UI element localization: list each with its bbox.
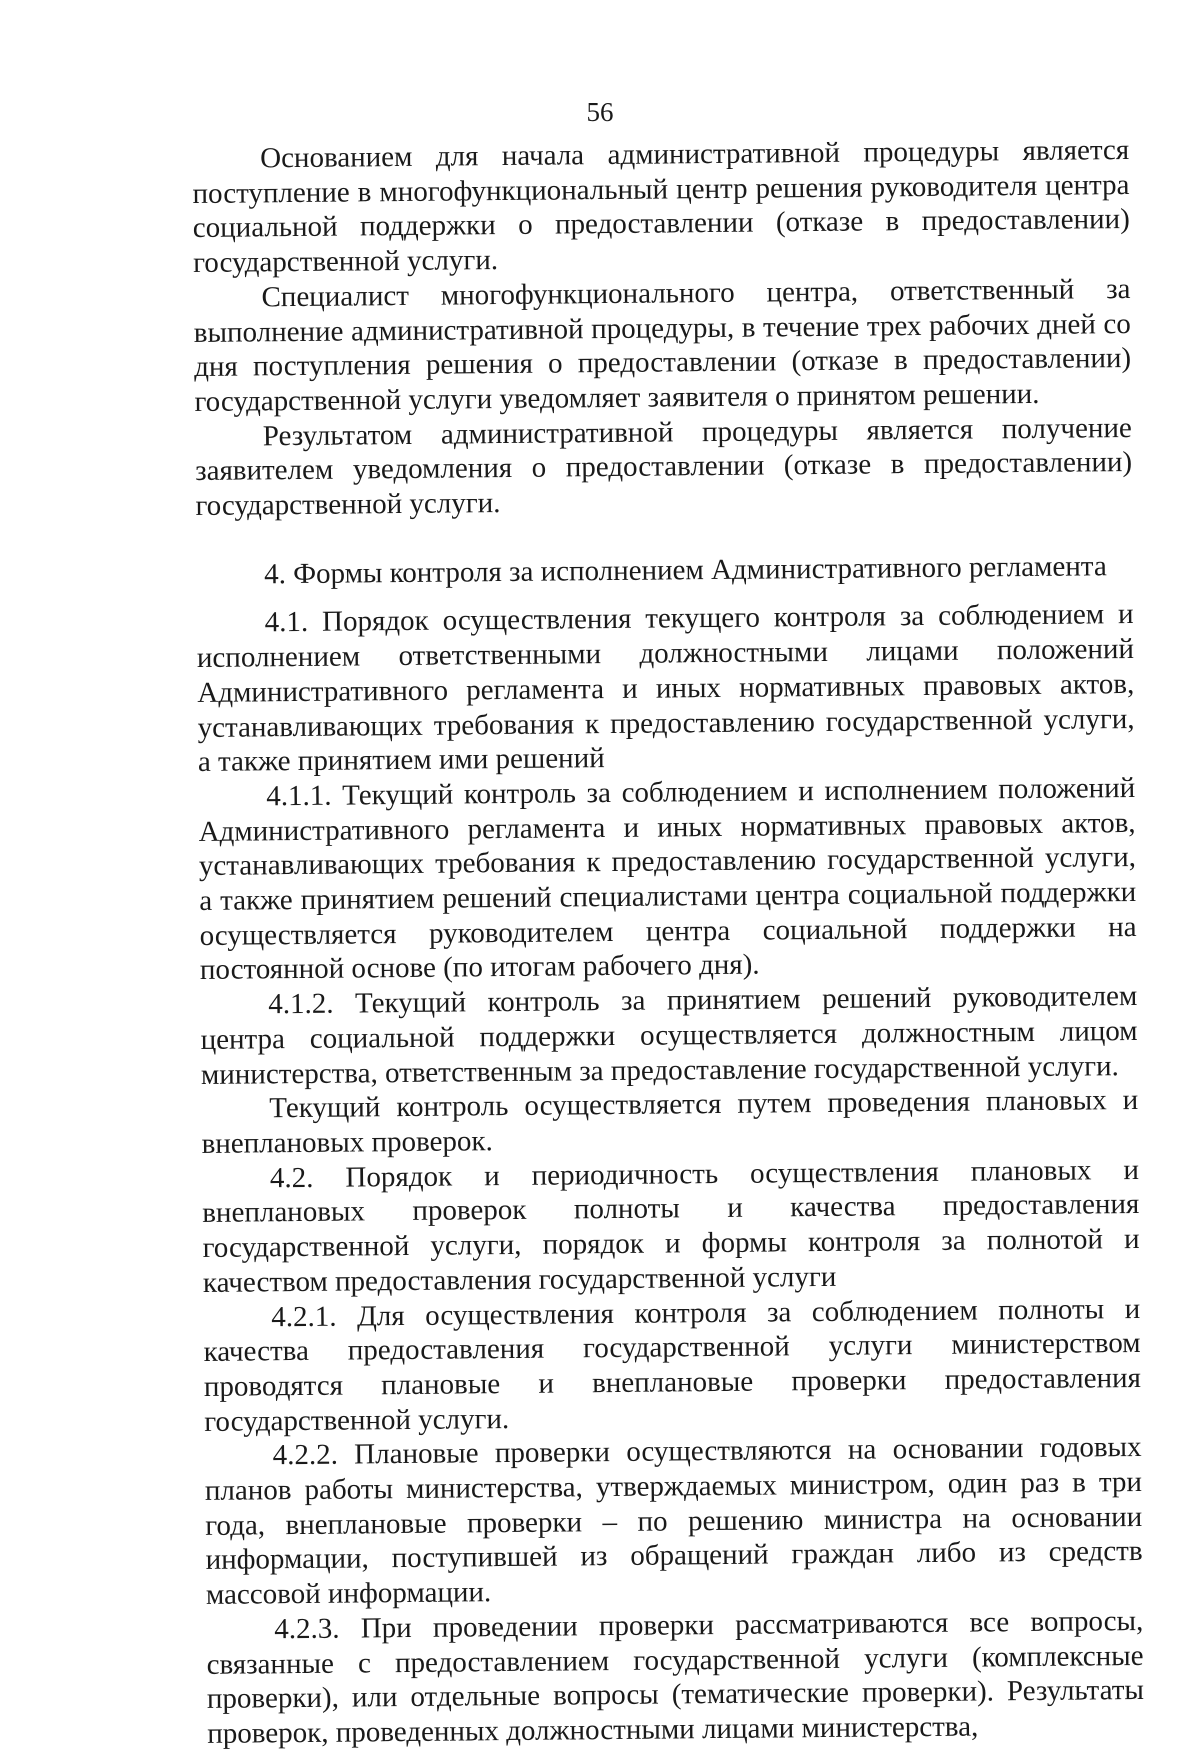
paragraph-specialist: Специалист многофункционального центра, ответственный за выполнение административной процедуры, в течение трех рабочих дней со дня поступления решения о предоставлении (отказе в предоставлении) государственной услуги уведомляет заявителя о принятом решении. (193, 272, 1132, 418)
paragraph-4-2-3: 4.2.3. При проведении проверки рассматриваются все вопросы, связанные с предоставлением государственной услуги (комплексные проверки), или отдельные вопросы (тематические проверки). Результаты проверок, проведенных должностными лицами министерства, (206, 1604, 1145, 1750)
paragraph-4-1: 4.1. Порядок осуществления текущего контроля за соблюдением и исполнением ответственными должностными лицами положений Административного регламента и иных нормативных правовых актов, устанавливающих требования к предоставлению государственной услуги, а также принятием ими решений (196, 598, 1135, 779)
paragraph-current-control: Текущий контроль осуществляется путем проведения плановых и внеплановых проверок. (201, 1084, 1139, 1160)
paragraph-4-1-2: 4.1.2. Текущий контроль за принятием решений руководителем центра социальной поддержки осуществляется должностным лицом министерства, ответственным за предоставление государственной услуги. (200, 980, 1138, 1091)
paragraph-result: Результатом административной процедуры является получение заявителем уведомления о предоставлении (отказе в предоставлении) государственной услуги. (195, 411, 1133, 523)
page-number: 56 (586, 97, 614, 127)
paragraph-4-2-2: 4.2.2. Плановые проверки осуществляются на основании годовых планов работы министерства, утверждаемых министром, один раз в три года, внеплановые проверки – по решению министра на основании информации, поступившей из обращений граждан либо из средств массовой информации. (204, 1431, 1143, 1612)
section-heading: 4. Формы контроля за исполнением Административного регламента (263, 549, 1107, 591)
paragraph-4-2-1: 4.2.1. Для осуществления контроля за соблюдением полноты и качества предоставления государственной услуги министерством проводятся плановые и внеплановые проверки предоставления государственной услуги. (203, 1292, 1142, 1438)
paragraph-basis: Основанием для начала административной процедуры является поступление в многофункциональный центр решения руководителя центра социальной поддержки о предоставлении (отказе в предоставлении) государственной услуги. (192, 134, 1130, 280)
paragraph-4-2: 4.2. Порядок и периодичность осуществления плановых и внеплановых проверок полноты и качества предоставления государственной услуги, порядок и формы контроля за полнотой и качеством предоставления государственной услуги (202, 1153, 1140, 1299)
page-body (192, 133, 1144, 1752)
paragraph-4-1-1: 4.1.1. Текущий контроль за соблюдением и исполнением положений Административного регламента и иных нормативных правовых актов, устанавливающих требования к предоставлению государственной услуги, а также принятием решений специалистами центра социальной поддержки осуществляется руководителем центра социальной поддержки на постоянной основе (по итогам рабочего дня). (198, 771, 1137, 987)
